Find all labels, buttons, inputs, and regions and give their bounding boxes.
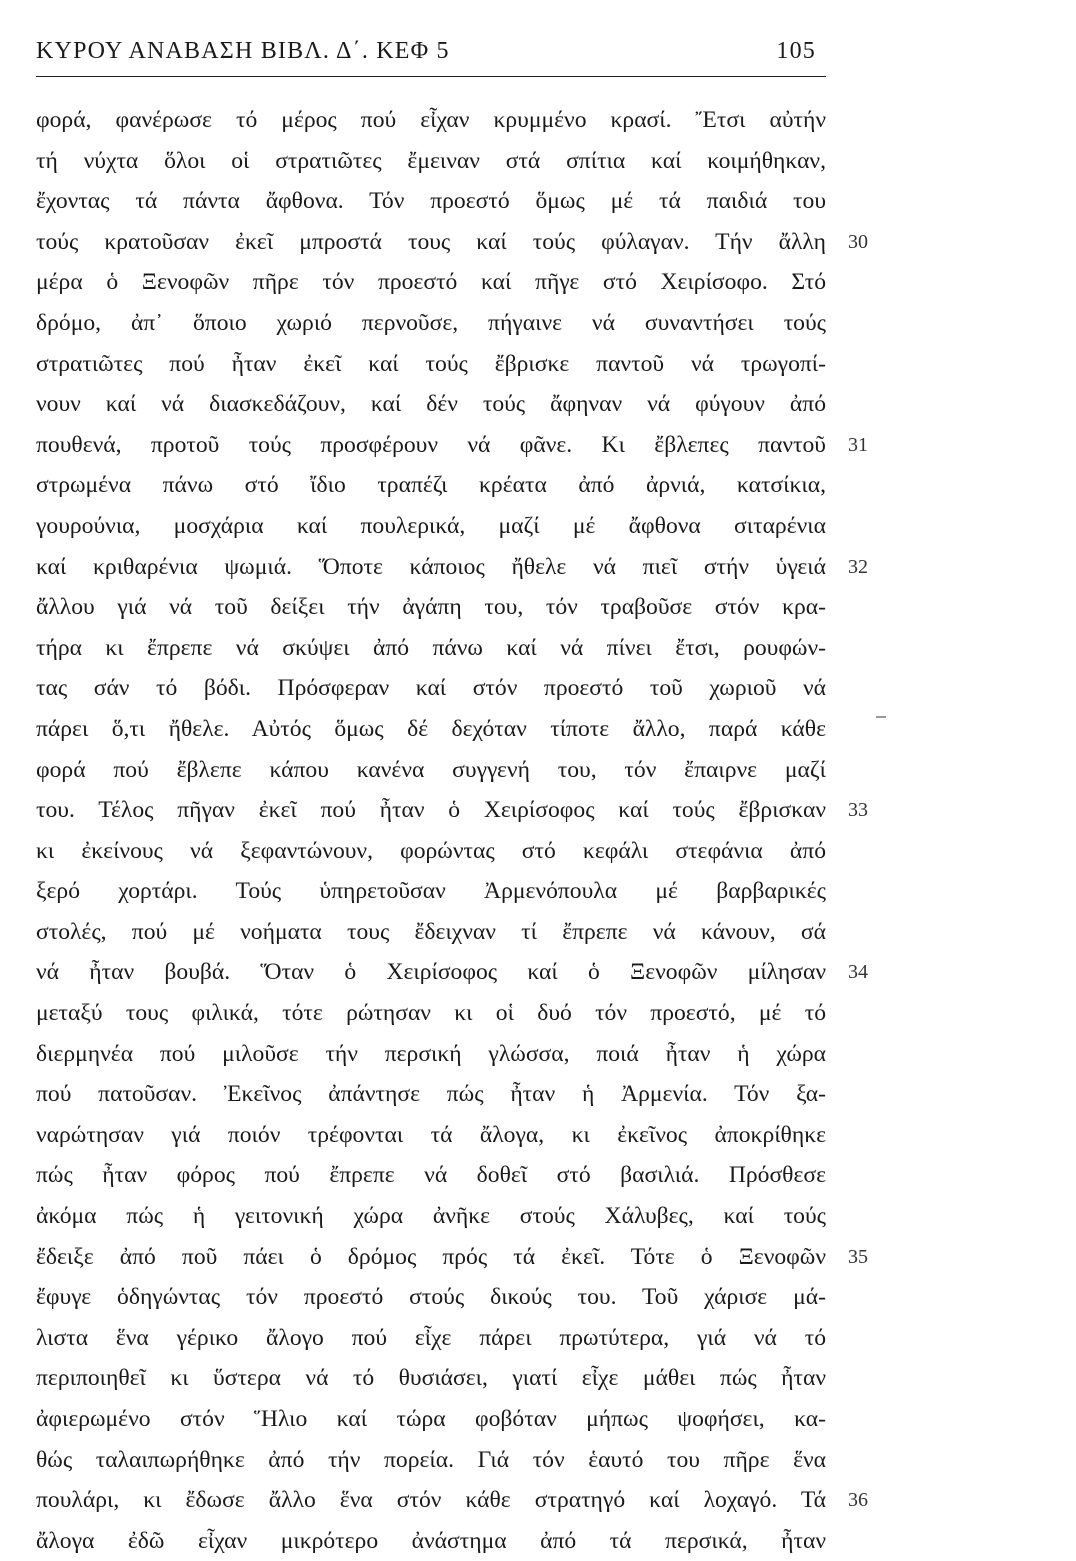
line-text: γουρούνια, μοσχάρια καί πουλερικά, μαζί μέ ἄφθονα σιταρένια xyxy=(36,512,826,539)
line-text: ἀκόμα πώς ἡ γειτονική χώρα ἀνῆκε στούς Χάλυβες, καί τούς xyxy=(36,1203,826,1230)
section-number: 34 xyxy=(848,961,868,984)
line-text: τήρα κι ἔπρεπε νά σκύψει ἀπό πάνω καί νά πίνει ἔτσι, ρουφών- xyxy=(36,634,826,661)
line-text: διερμηνέα πού μιλοῦσε τήν περσική γλώσσα, ποιά ἦταν ἡ χώρα xyxy=(36,1040,826,1067)
text-line xyxy=(36,384,828,425)
text-line xyxy=(36,1399,828,1440)
text-line xyxy=(36,871,828,912)
text-line xyxy=(36,100,828,141)
text-line xyxy=(36,1237,868,1278)
text-line xyxy=(36,425,868,466)
line-text: στρατιῶτες πού ἦταν ἐκεῖ καί τούς ἔβρισκε παντοῦ νά τρωγοπί- xyxy=(36,350,826,377)
line-text: νά ἦταν βουβά. Ὅταν ὁ Χειρίσοφος καί ὁ Ξενοφῶν μίλησαν xyxy=(36,959,826,986)
line-text: ἄλογα ἐδῶ εἶχαν μικρότερο ἀνάστημα ἀπό τά περσικά, ἦταν xyxy=(36,1527,826,1554)
text-line xyxy=(36,1480,868,1521)
page-header xyxy=(36,38,826,74)
section-number: 33 xyxy=(848,799,868,822)
section-number: 35 xyxy=(848,1245,868,1268)
line-text: φορά πού ἔβλεπε κάπου κανένα συγγενή του, τόν ἔπαιρνε μαζί xyxy=(36,756,826,783)
line-text: πάρει ὅ,τι ἤθελε. Αὐτός ὅμως δέ δεχόταν τίποτε ἄλλο, παρά κάθε xyxy=(36,715,826,742)
text-line xyxy=(36,1440,828,1481)
line-text: ἀφιερωμένο στόν Ἥλιο καί τώρα φοβόταν μήπως ψοφήσει, κα- xyxy=(36,1406,826,1432)
line-text: μέρα ὁ Ξενοφῶν πῆρε τόν προεστό καί πῆγε στό Χειρίσοφο. Στό xyxy=(36,269,826,296)
text-line xyxy=(36,1034,828,1075)
section-number: 32 xyxy=(848,555,868,578)
section-number: 30 xyxy=(848,230,868,253)
page-number: 105 xyxy=(776,38,816,64)
text-line xyxy=(36,790,868,831)
text-line xyxy=(36,709,828,750)
text-line xyxy=(36,344,828,385)
running-head: ΚΥΡΟΥ ΑΝΑΒΑΣΗ ΒΙΒΛ. Δ΄. ΚΕΦ 5 xyxy=(36,38,450,64)
line-text: τή νύχτα ὅλοι οἱ στρατιῶτες ἔμειναν στά σπίτια καί κοιμήθηκαν, xyxy=(36,147,826,174)
line-text: του. Τέλος πῆγαν ἐκεῖ πού ἦταν ὁ Χειρίσοφος καί τούς ἔβρισκαν xyxy=(36,797,826,824)
line-text: πού πατοῦσαν. Ἐκεῖνος ἀπάντησε πώς ἦταν ἡ Ἀρμενία. Τόν ξα- xyxy=(36,1081,826,1108)
header-rule xyxy=(36,76,826,77)
line-text: ναρώτησαν γιά ποιόν τρέφονται τά ἄλογα, κι ἐκεῖνος ἀποκρίθηκε xyxy=(36,1121,826,1148)
line-text: πουλάρι, κι ἔδωσε ἄλλο ἕνα στόν κάθε στρατηγό καί λοχαγό. Τά xyxy=(36,1487,826,1514)
text-line xyxy=(36,912,828,953)
line-text: φορά, φανέρωσε τό μέρος πού εἶχαν κρυμμένο κρασί. Ἔτσι αὐτήν xyxy=(36,107,826,133)
text-line xyxy=(36,1521,828,1561)
line-text: ἔδειξε ἀπό ποῦ πάει ὁ δρόμος πρός τά ἐκεῖ. Τότε ὁ Ξενοφῶν xyxy=(36,1243,826,1270)
section-number: 31 xyxy=(848,433,868,456)
line-text: ἔχοντας τά πάντα ἄφθονα. Τόν προεστό ὅμως μέ τά παιδιά του xyxy=(36,188,826,215)
text-line xyxy=(36,1277,828,1318)
text-line xyxy=(36,1358,828,1399)
line-text: θώς ταλαιπωρήθηκε ἀπό τήν πορεία. Γιά τόν ἑαυτό του πῆρε ἕνα xyxy=(36,1446,826,1473)
line-text: ἄλλου γιά νά τοῦ δείξει τήν ἀγάπη του, τόν τραβοῦσε στόν κρα- xyxy=(36,594,826,621)
line-text: καί κριθαρένια ψωμιά. Ὅποτε κάποιος ἤθελε νά πιεῖ στήν ὑγειά xyxy=(36,553,826,580)
text-line xyxy=(36,1318,828,1359)
text-line xyxy=(36,750,828,791)
line-text: πώς ἦταν φόρος πού ἔπρεπε νά δοθεῖ στό βασιλιά. Πρόσθεσε xyxy=(36,1162,826,1189)
line-text: στρωμένα πάνω στό ἴδιο τραπέζι κρέατα ἀπό ἀρνιά, κατσίκια, xyxy=(36,472,826,499)
text-line xyxy=(36,1196,828,1237)
body-text xyxy=(36,100,868,1561)
line-text: δρόμο, ἀπ᾽ ὅποιο χωριό περνοῦσε, πήγαινε νά συναντήσει τούς xyxy=(36,309,826,336)
line-text: τας σάν τό βόδι. Πρόσφεραν καί στόν προεστό τοῦ χωριοῦ νά xyxy=(36,675,826,702)
line-text: νουν καί νά διασκεδάζουν, καί δέν τούς ἄφηναν νά φύγουν ἀπό xyxy=(36,391,826,418)
text-line xyxy=(36,181,828,222)
text-line xyxy=(36,587,828,628)
margin-mark xyxy=(876,716,886,718)
text-line xyxy=(36,547,868,588)
line-text: μεταξύ τους φιλικά, τότε ρώτησαν κι οἱ δυό τόν προεστό, μέ τό xyxy=(36,1000,826,1027)
text-line xyxy=(36,262,828,303)
line-text: στολές, πού μέ νοήματα τους ἔδειχναν τί ἔπρεπε νά κάνουν, σά xyxy=(36,918,826,945)
line-text: πουθενά, προτοῦ τούς προσφέρουν νά φᾶνε. Κι ἔβλεπες παντοῦ xyxy=(36,431,826,458)
text-line xyxy=(36,1115,828,1156)
line-text: τούς κρατοῦσαν ἐκεῖ μπροστά τους καί τούς φύλαγαν. Τήν ἄλλη xyxy=(36,228,826,255)
text-line xyxy=(36,668,828,709)
section-number: 36 xyxy=(848,1489,868,1512)
text-line xyxy=(36,222,868,263)
text-line xyxy=(36,303,828,344)
text-line xyxy=(36,628,828,669)
text-line xyxy=(36,141,828,182)
line-text: λιστα ἕνα γέρικο ἄλογο πού εἶχε πάρει πρωτύτερα, γιά νά τό xyxy=(36,1324,826,1351)
line-text: περιποιηθεῖ κι ὕστερα νά τό θυσιάσει, γιατί εἶχε μάθει πώς ἦταν xyxy=(36,1365,826,1392)
text-line xyxy=(36,1074,828,1115)
line-text: ξερό χορτάρι. Τούς ὑπηρετοῦσαν Ἀρμενόπουλα μέ βαρβαρικές xyxy=(36,878,826,905)
text-line xyxy=(36,1155,828,1196)
text-line xyxy=(36,952,868,993)
line-text: κι ἐκείνους νά ξεφαντώνουν, φορώντας στό κεφάλι στεφάνια ἀπό xyxy=(36,837,826,864)
text-line xyxy=(36,506,828,547)
line-text: ἔφυγε ὁδηγώντας τόν προεστό στούς δικούς του. Τοῦ χάρισε μά- xyxy=(36,1284,826,1311)
text-line xyxy=(36,831,828,872)
text-line xyxy=(36,993,828,1034)
text-line xyxy=(36,465,828,506)
